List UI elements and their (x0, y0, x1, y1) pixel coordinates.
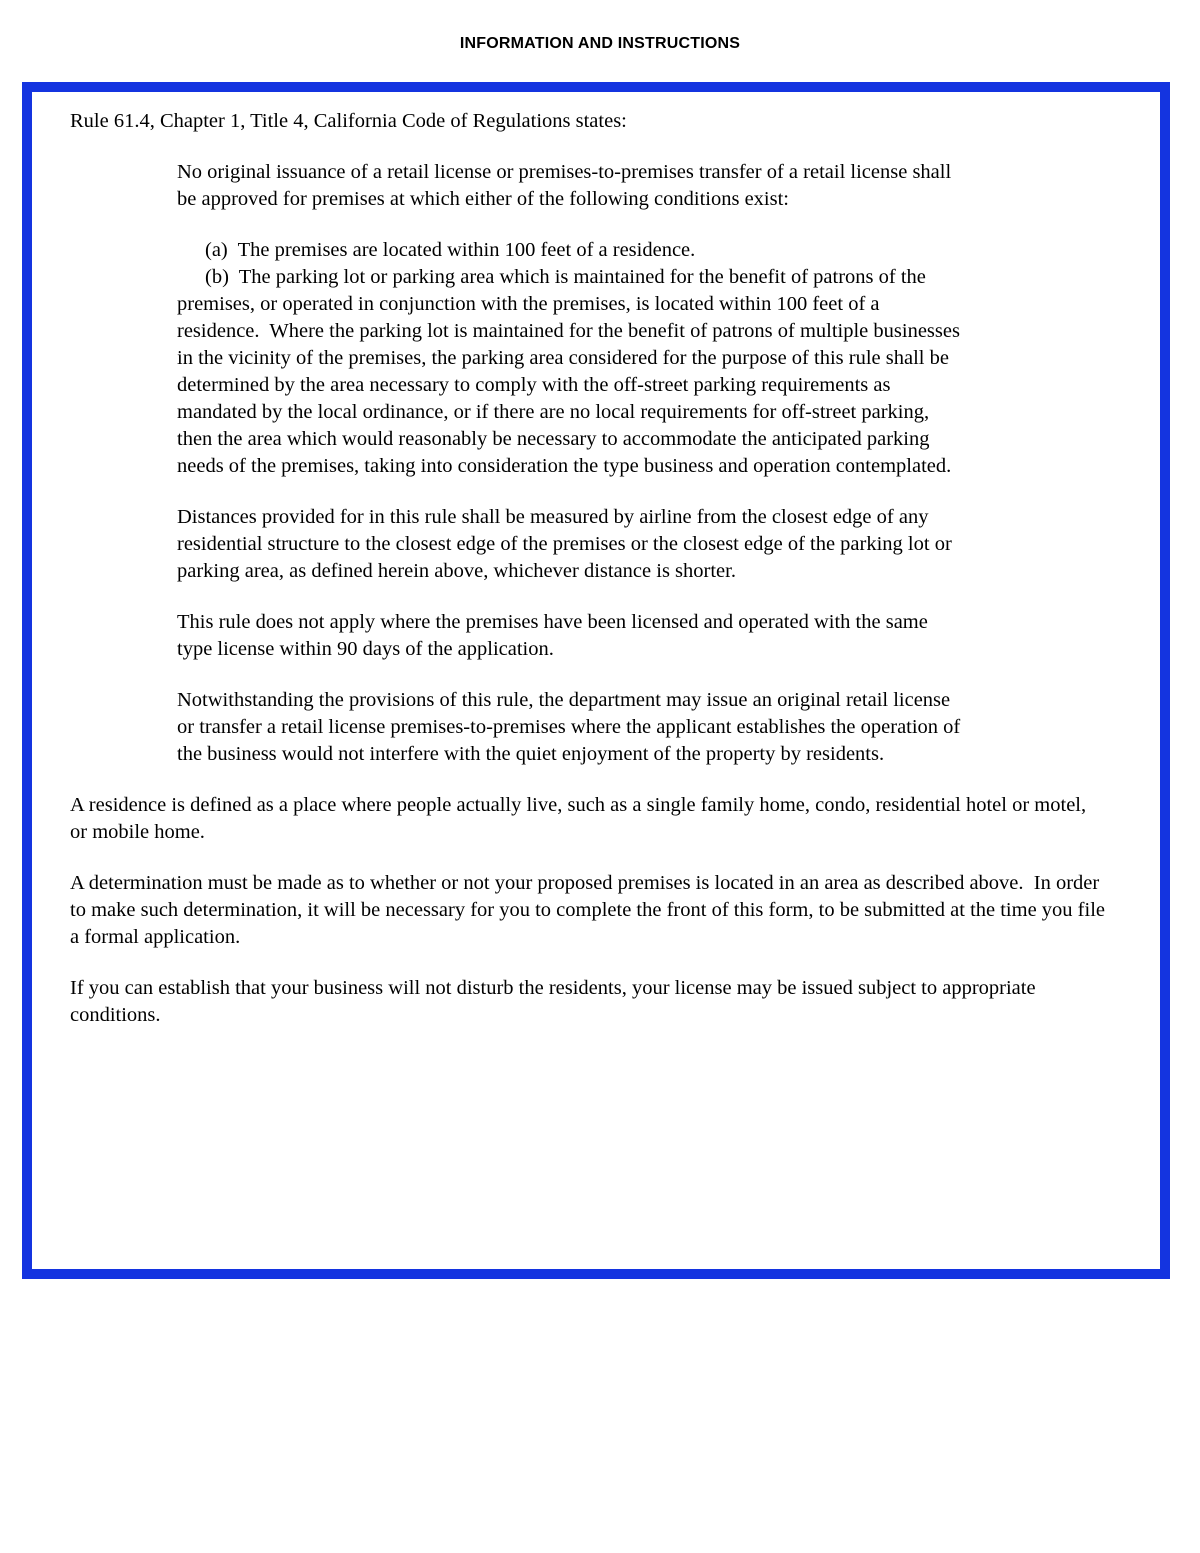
rule-item-a: (a) The premises are located within 100 feet of a residence. (205, 239, 696, 261)
rule-item-b: (b) The parking lot or parking area which is maintained for the benefit of patrons of the premises, or operated in conjunction with the premises, is located within 100 feet of a residence. Where the parking lot is maintained for the benefit of patrons of multiple businesses in the vicinity of the premises, the parking area considered for the purpose of this rule shall be determined by the area necessary to comply with the off-street parking requirements as mandated by the local ordinance, or if there are no local requirements for off-street parking, then the area which would reasonably be necessary to accommodate the anticipated parking needs of the premises, taking into consideration the type business and operation contemplated. (177, 266, 966, 477)
page-title: INFORMATION AND INSTRUCTIONS (459, 35, 741, 52)
rule-paragraph-notwithstanding: Notwithstanding the provisions of this rule, the department may issue an original retail license or transfer a retail license premises-to-premises where the applicant establishes the operation of the business would not interfere with the quiet enjoyment of the property by residents. (177, 689, 966, 765)
paragraph-determination: A determination must be made as to whether or not your proposed premises is located in an area as described above. In order to make such determination, it will be necessary for you to complete the front of this form, to be submitted at the time you file a formal application. (70, 872, 1111, 948)
rule-text-box (22, 82, 1170, 1279)
rule-paragraph-90-days: This rule does not apply where the premises have been licensed and operated with the same type license within 90 days of the application. (177, 611, 933, 660)
paragraph-residence-definition: A residence is defined as a place where people actually live, such as a single family home, condo, residential hotel or motel, or mobile home. (70, 794, 1092, 843)
paragraph-establish: If you can establish that your business will not disturb the residents, your license may be issued subject to appropriate conditions. (70, 977, 1041, 1026)
rule-condition-items (177, 237, 965, 480)
rule-paragraph-conditions: No original issuance of a retail license or premises-to-premises transfer of a retail license shall be approved for premises at which either of the following conditions exist: (177, 161, 957, 210)
instructions-section (70, 792, 1111, 1029)
rule-citation: Rule 61.4, Chapter 1, Title 4, California Code of Regulations states: (70, 110, 627, 132)
rule-paragraph-distances: Distances provided for in this rule shall be measured by airline from the closest edge of any residential structure to the closest edge of the premises or the closest edge of the parking lot or parking area, as defined herein above, whichever distance is shorter. (177, 506, 957, 582)
